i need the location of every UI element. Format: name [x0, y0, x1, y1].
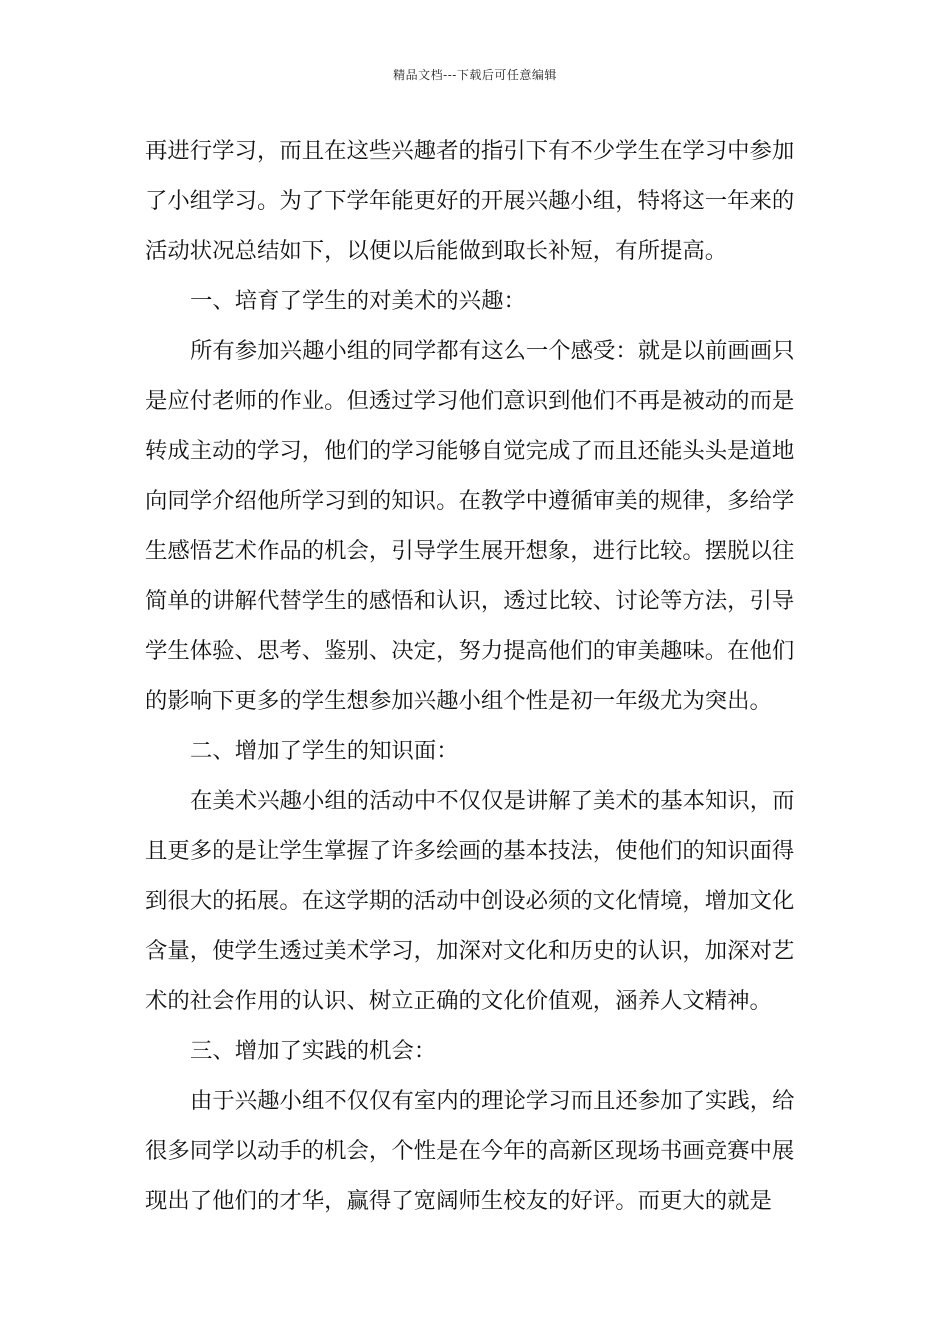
text-line: 简单的讲解代替学生的感悟和认识，透过比较、讨论等方法，引导: [145, 588, 795, 614]
text-line: 的影响下更多的学生想参加兴趣小组个性是初一年级尤为突出。: [145, 688, 772, 714]
text-line: 含量，使学生透过美术学习，加深对文化和历史的认识，加深对艺: [145, 938, 795, 964]
text-line: 转成主动的学习，他们的学习能够自觉完成了而且还能头头是道地: [145, 438, 795, 464]
document-body: [145, 126, 810, 1226]
text-line: 三、增加了实践的机会：: [190, 1038, 437, 1064]
text-line: 所有参加兴趣小组的同学都有这么一个感受：就是以前画画只: [190, 338, 795, 364]
text-line: 术的社会作用的认识、树立正确的文化价值观，涵养人文精神。: [145, 988, 772, 1014]
text-line: 且更多的是让学生掌握了许多绘画的基本技法，使他们的知识面得: [145, 838, 795, 864]
text-line: 现出了他们的才华，赢得了宽阔师生校友的好评。而更大的就是: [145, 1188, 772, 1214]
text-line: 了小组学习。为了下学年能更好的开展兴趣小组，特将这一年来的: [145, 188, 795, 214]
text-line: 二、增加了学生的知识面：: [190, 738, 459, 764]
text-line: 在美术兴趣小组的活动中不仅仅是讲解了美术的基本知识，而: [190, 788, 795, 814]
text-line: 学生体验、思考、鉴别、决定，努力提高他们的审美趣味。在他们: [145, 638, 795, 664]
text-line: 很多同学以动手的机会，个性是在今年的高新区现场书画竞赛中展: [145, 1138, 795, 1164]
text-line: 一、培育了学生的对美术的兴趣：: [190, 288, 526, 314]
text-line: 再进行学习，而且在这些兴趣者的指引下有不少学生在学习中参加: [145, 138, 795, 164]
text-line: 是应付老师的作业。但透过学习他们意识到他们不再是被动的而是: [145, 388, 795, 414]
text-line: 到很大的拓展。在这学期的活动中创设必须的文化情境，增加文化: [145, 888, 795, 914]
text-line: 向同学介绍他所学习到的知识。在教学中遵循审美的规律，多给学: [145, 488, 795, 514]
text-line: 由于兴趣小组不仅仅有室内的理论学习而且还参加了实践，给: [190, 1088, 795, 1114]
text-line: 活动状况总结如下，以便以后能做到取长补短，有所提高。: [145, 238, 728, 264]
text-line: 生感悟艺术作品的机会，引导学生展开想象，进行比较。摆脱以往: [145, 538, 795, 564]
page-header: 精品文档---下载后可任意编辑: [393, 68, 557, 82]
